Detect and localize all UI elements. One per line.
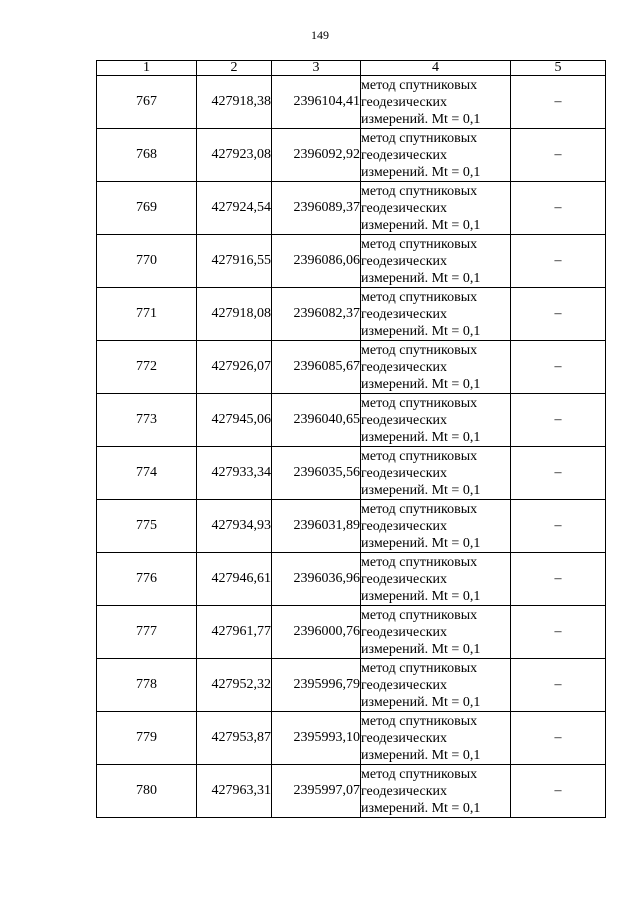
x-coordinate-cell: 427923,08 [197,129,272,182]
method-line: метод спутниковых [361,236,478,252]
point-number-cell: 780 [97,765,197,818]
method-line: измерений. Mt = 0,1 [361,535,481,551]
method-line: геодезических [361,465,448,481]
method-line: измерений. Mt = 0,1 [361,111,481,127]
header-col-2: 2 [197,61,272,76]
note-cell: – [511,182,606,235]
x-coordinate-cell: 427945,06 [197,394,272,447]
note-cell: – [511,288,606,341]
y-coordinate-cell: 2396035,56 [272,447,361,500]
method-line: метод спутниковых [361,448,478,464]
note-cell: – [511,129,606,182]
method-line: измерений. Mt = 0,1 [361,641,481,657]
method-line: измерений. Mt = 0,1 [361,694,481,710]
method-line: метод спутниковых [361,130,478,146]
method-line: геодезических [361,306,448,322]
table-row [97,129,606,182]
table-body [97,76,606,818]
point-number-cell: 775 [97,500,197,553]
note-cell: – [511,553,606,606]
note-cell: – [511,659,606,712]
y-coordinate-cell: 2396082,37 [272,288,361,341]
coordinates-table [96,60,606,818]
point-number-cell: 774 [97,447,197,500]
table-row [97,606,606,659]
x-coordinate-cell: 427933,34 [197,447,272,500]
y-coordinate-cell: 2395996,79 [272,659,361,712]
method-line: измерений. Mt = 0,1 [361,429,481,445]
x-coordinate-cell: 427963,31 [197,765,272,818]
method-line: метод спутниковых [361,660,478,676]
note-cell: – [511,76,606,129]
x-coordinate-cell: 427918,08 [197,288,272,341]
method-line: геодезических [361,730,448,746]
method-line: геодезических [361,571,448,587]
point-number-cell: 770 [97,235,197,288]
note-cell: – [511,712,606,765]
y-coordinate-cell: 2396104,41 [272,76,361,129]
method-line: измерений. Mt = 0,1 [361,482,481,498]
note-cell: – [511,500,606,553]
method-cell [361,129,511,182]
y-coordinate-cell: 2396000,76 [272,606,361,659]
note-cell: – [511,765,606,818]
point-number-cell: 768 [97,129,197,182]
y-coordinate-cell: 2396036,96 [272,553,361,606]
x-coordinate-cell: 427926,07 [197,341,272,394]
header-row [97,61,606,76]
method-line: измерений. Mt = 0,1 [361,747,481,763]
note-cell: – [511,341,606,394]
method-line: измерений. Mt = 0,1 [361,270,481,286]
x-coordinate-cell: 427953,87 [197,712,272,765]
method-cell [361,712,511,765]
note-cell: – [511,606,606,659]
x-coordinate-cell: 427952,32 [197,659,272,712]
table-row [97,288,606,341]
point-number-cell: 773 [97,394,197,447]
table-row [97,76,606,129]
point-number-cell: 778 [97,659,197,712]
method-line: метод спутниковых [361,395,478,411]
table-row [97,182,606,235]
header-col-5: 5 [511,61,606,76]
x-coordinate-cell: 427916,55 [197,235,272,288]
y-coordinate-cell: 2396086,06 [272,235,361,288]
header-col-1: 1 [97,61,197,76]
point-number-cell: 772 [97,341,197,394]
y-coordinate-cell: 2396089,37 [272,182,361,235]
method-line: метод спутниковых [361,289,478,305]
method-line: геодезических [361,783,448,799]
method-line: метод спутниковых [361,713,478,729]
method-line: метод спутниковых [361,77,478,93]
method-line: геодезических [361,518,448,534]
point-number-cell: 777 [97,606,197,659]
table-row [97,394,606,447]
y-coordinate-cell: 2396031,89 [272,500,361,553]
method-line: геодезических [361,359,448,375]
method-cell [361,500,511,553]
method-cell [361,235,511,288]
method-cell [361,288,511,341]
method-line: геодезических [361,677,448,693]
point-number-cell: 771 [97,288,197,341]
method-cell [361,76,511,129]
table-row [97,235,606,288]
header-col-4: 4 [361,61,511,76]
method-line: метод спутниковых [361,766,478,782]
table-row [97,500,606,553]
x-coordinate-cell: 427961,77 [197,606,272,659]
y-coordinate-cell: 2395993,10 [272,712,361,765]
note-cell: – [511,235,606,288]
y-coordinate-cell: 2395997,07 [272,765,361,818]
method-cell [361,182,511,235]
method-line: метод спутниковых [361,607,478,623]
method-line: метод спутниковых [361,501,478,517]
method-line: геодезических [361,94,448,110]
table-row [97,659,606,712]
method-line: метод спутниковых [361,554,478,570]
x-coordinate-cell: 427918,38 [197,76,272,129]
y-coordinate-cell: 2396040,65 [272,394,361,447]
header-col-3: 3 [272,61,361,76]
table-row [97,447,606,500]
method-line: геодезических [361,147,448,163]
point-number-cell: 769 [97,182,197,235]
table-row [97,341,606,394]
page-number: 149 [311,28,329,42]
method-line: геодезических [361,412,448,428]
x-coordinate-cell: 427934,93 [197,500,272,553]
x-coordinate-cell: 427946,61 [197,553,272,606]
method-line: метод спутниковых [361,342,478,358]
note-cell: – [511,394,606,447]
y-coordinate-cell: 2396092,92 [272,129,361,182]
method-line: измерений. Mt = 0,1 [361,323,481,339]
method-cell [361,606,511,659]
x-coordinate-cell: 427924,54 [197,182,272,235]
method-line: геодезических [361,253,448,269]
method-cell [361,553,511,606]
table-row [97,712,606,765]
method-line: геодезических [361,200,448,216]
point-number-cell: 767 [97,76,197,129]
table-row [97,765,606,818]
method-line: измерений. Mt = 0,1 [361,217,481,233]
table-row [97,553,606,606]
method-cell [361,341,511,394]
method-line: метод спутниковых [361,183,478,199]
y-coordinate-cell: 2396085,67 [272,341,361,394]
point-number-cell: 776 [97,553,197,606]
point-number-cell: 779 [97,712,197,765]
method-cell [361,659,511,712]
method-line: измерений. Mt = 0,1 [361,376,481,392]
method-line: измерений. Mt = 0,1 [361,800,481,816]
method-line: измерений. Mt = 0,1 [361,164,481,180]
method-cell [361,447,511,500]
method-cell [361,394,511,447]
note-cell: – [511,447,606,500]
method-line: геодезических [361,624,448,640]
method-line: измерений. Mt = 0,1 [361,588,481,604]
method-cell [361,765,511,818]
